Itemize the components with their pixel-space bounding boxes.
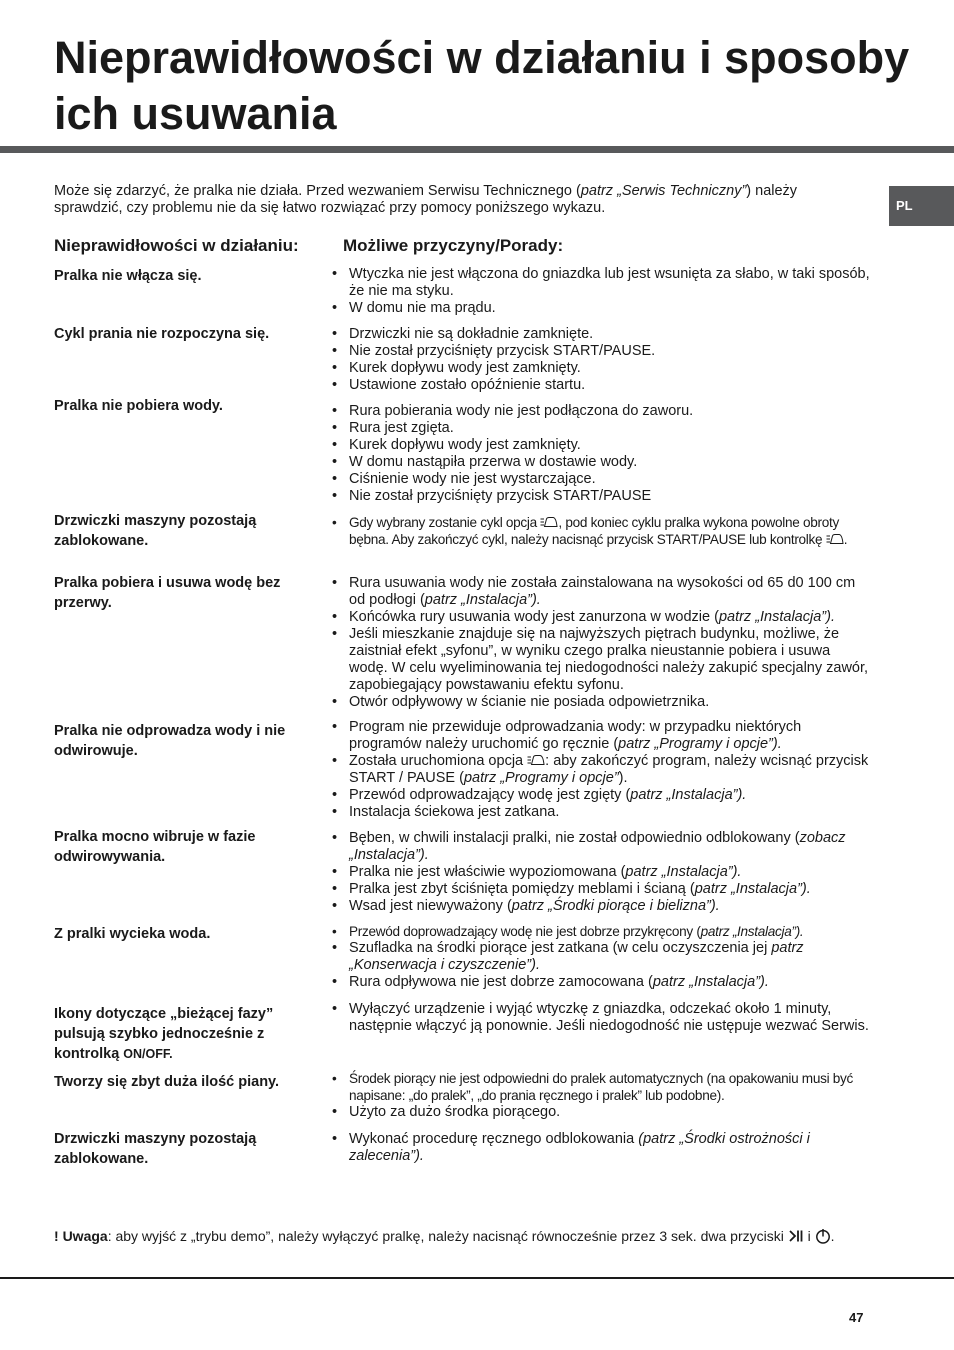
problem-label: Ikony dotyczące „bieżącej fazy” pulsują szybko jednocześnie z kontrolką ON/OFF. xyxy=(54,1006,274,1062)
note-label: Uwaga xyxy=(62,1228,108,1244)
causes-list xyxy=(330,403,870,505)
cause-item: • Wtyczka nie jest włączona do gniazdka lub jest wsunięta za słabo, w taki sposób, że nie ma styku. xyxy=(330,266,870,300)
cause-item: • Została uruchomiona opcja : aby zakończyć program, należy wcisnąć przycisk START / PAUSE (patrz „Programy i opcje”). xyxy=(330,753,870,787)
cause-item: • Bęben, w chwili instalacji pralki, nie został odpowiednio odblokowany (zobacz „Instalacja”). xyxy=(330,830,870,864)
cause-item: • Rura usuwania wody nie została zainstalowana na wysokości od 65 d0 100 cm od podłogi (patrz „Instalacja”). xyxy=(330,575,870,609)
cause-item: • Szufladka na środki piorące jest zatkana (w celu oczyszczenia jej patrz „Konserwacja i czyszczenie”). xyxy=(330,940,870,974)
problem-label: Pralka nie pobiera wody. xyxy=(54,398,223,414)
cause-item: • Instalacja ściekowa jest zatkana. xyxy=(330,804,870,821)
footer-divider xyxy=(0,1277,954,1279)
cause-item: • Nie został przyciśnięty przycisk START/PAUSE. xyxy=(330,343,870,360)
causes-list xyxy=(330,575,870,711)
power-icon xyxy=(815,1228,831,1244)
page-title: Nieprawidłowości w działaniu i sposoby ich usuwania xyxy=(54,32,910,139)
page-number: 47 xyxy=(849,1310,864,1325)
demo-mode-note: ! Uwaga: aby wyjść z „trybu demo”, należy wyłączyć pralkę, należy nacisnąć równocześnie przez 3 sek. dwa przyciski i . xyxy=(54,1228,835,1244)
cause-item: • Nie został przyciśnięty przycisk START/PAUSE xyxy=(330,488,870,505)
cause-item: • Kurek dopływu wody jest zamknięty. xyxy=(330,360,870,377)
start-pause-icon xyxy=(788,1228,804,1244)
causes-list xyxy=(330,1001,870,1035)
problem-label: Z pralki wycieka woda. xyxy=(54,926,211,942)
cause-item: • Wykonać procedurę ręcznego odblokowania (patrz „Środki ostrożności i zalecenia”). xyxy=(330,1131,870,1165)
problem-label: Cykl prania nie rozpoczyna się. xyxy=(54,326,270,342)
cause-item: • Pralka jest zbyt ściśnięta pomiędzy meblami i ścianą (patrz „Instalacja”). xyxy=(330,881,870,898)
cause-item: • Przewód doprowadzający wodę nie jest dobrze przykręcony (patrz „Instalacja”). xyxy=(330,923,870,940)
cause-item: • Wsad jest niewyważony (patrz „Środki piorące i bielizna”). xyxy=(330,898,870,915)
causes-list xyxy=(330,326,870,394)
language-tab: PL xyxy=(889,186,954,226)
easy-iron-icon xyxy=(826,533,844,545)
causes-list xyxy=(330,1131,870,1165)
causes-list xyxy=(330,830,870,915)
cause-item: • Program nie przewiduje odprowadzania wody: w przypadku niektórych programów należy uruchomić go ręcznie (patrz „Programy i opcje”). xyxy=(330,719,870,753)
cause-item: • Rura odpływowa nie jest dobrze zamocowana (patrz „Instalacja”). xyxy=(330,974,870,991)
cause-item: • W domu nie ma prądu. xyxy=(330,300,870,317)
problem-label: Pralka nie włącza się. xyxy=(54,268,202,284)
causes-list xyxy=(330,266,870,317)
intro-paragraph: Może się zdarzyć, że pralka nie działa. Przed wezwaniem Serwisu Technicznego (patrz „Serwis Techniczny”) należy sprawdzić, czy problemu nie da się łatwo rozwiązać przy pomocy poniższego wykazu. xyxy=(54,183,798,216)
cause-item: • W domu nastąpiła przerwa w dostawie wody. xyxy=(330,454,870,471)
cause-item: • Drzwiczki nie są dokładnie zamknięte. xyxy=(330,326,870,343)
cause-item: • Końcówka rury usuwania wody jest zanurzona w wodzie (patrz „Instalacja”). xyxy=(330,609,870,626)
cause-item: • Użyto za dużo środka piorącego. xyxy=(330,1104,870,1121)
problem-label: Pralka mocno wibruje w fazie odwirowywania. xyxy=(54,829,256,865)
causes-column-heading: Możliwe przyczyny/Porady: xyxy=(343,236,564,255)
cause-item: • Kurek dopływu wody jest zamknięty. xyxy=(330,437,870,454)
cause-item: • Przewód odprowadzający wodę jest zgięty (patrz „Instalacja”). xyxy=(330,787,870,804)
problem-label: Pralka nie odprowadza wody i nie odwirowuje. xyxy=(54,723,286,759)
problems-column-heading: Nieprawidłowości w działaniu: xyxy=(54,236,299,255)
cause-item: • Rura jest zgięta. xyxy=(330,420,870,437)
cause-item: • Ustawione zostało opóźnienie startu. xyxy=(330,377,870,394)
problem-label: Pralka pobiera i usuwa wodę bez przerwy. xyxy=(54,575,281,611)
cause-item: • Pralka nie jest właściwie wypoziomowana (patrz „Instalacja”). xyxy=(330,864,870,881)
cause-item: • Rura pobierania wody nie jest podłączona do zaworu. xyxy=(330,403,870,420)
title-divider xyxy=(0,146,954,153)
cause-item: • Otwór odpływowy w ścianie nie posiada odpowietrznika. xyxy=(330,694,870,711)
causes-list xyxy=(330,923,870,991)
easy-iron-icon xyxy=(540,516,558,528)
cause-item: • Ciśnienie wody nie jest wystarczające. xyxy=(330,471,870,488)
cause-item: • Gdy wybrany zostanie cykl opcja , pod koniec cyklu pralka wykona powolne obroty bębna. Aby zakończyć cykl, należy nacisnąć przycisk START/PAUSE lub kontrolkę . xyxy=(330,514,870,548)
problem-label: Drzwiczki maszyny pozostają zablokowane. xyxy=(54,1131,257,1167)
easy-iron-icon xyxy=(527,754,545,766)
cause-item: • Wyłączyć urządzenie i wyjąć wtyczkę z gniazdka, odczekać około 1 minuty, następnie włączyć ją ponownie. Jeśli niedogodność nie ustępuje wezwać Serwis. xyxy=(330,1001,870,1035)
causes-list xyxy=(330,719,870,821)
problem-label: Drzwiczki maszyny pozostają zablokowane. xyxy=(54,513,257,549)
cause-item: • Środek piorący nie jest odpowiedni do pralek automatycznych (na opakowaniu musi być napisane: „do pralek”, „do prania ręcznego i pralek” lub podobne). xyxy=(330,1070,870,1104)
causes-list xyxy=(330,514,870,548)
problem-label: Tworzy się zbyt duża ilość piany. xyxy=(54,1074,280,1090)
warning-mark: ! xyxy=(54,1228,59,1244)
cause-item: • Jeśli mieszkanie znajduje się na najwyższych piętrach budynku, możliwe, że zaistniał efekt „syfonu”, w wyniku czego pralka nieustannie pobiera i usuwa wodę. W celu wyeliminowania tej niedogodności należy zakupić specjalny zawór, zapobiegający powstawaniu efektu syfonu. xyxy=(330,626,870,694)
causes-list xyxy=(330,1070,870,1121)
